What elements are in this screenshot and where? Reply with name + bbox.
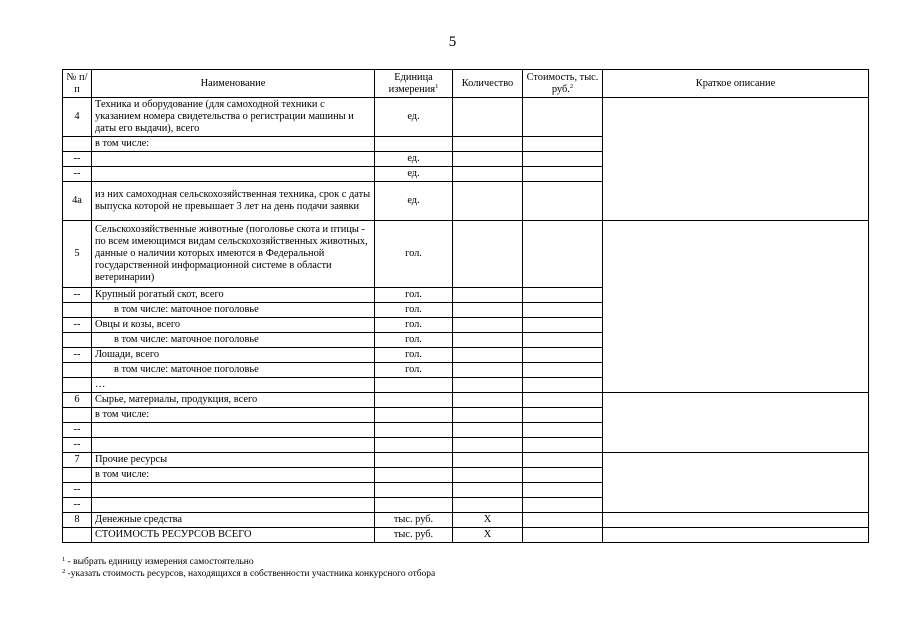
row-unit bbox=[375, 468, 453, 483]
row-num bbox=[63, 137, 92, 152]
row-unit bbox=[375, 378, 453, 393]
row-name: из них самоходная сельскохозяйственная техника, срок с даты выпуска которой не превышает 3 лет на день подачи заявки bbox=[92, 182, 375, 221]
row-name: Техника и оборудование (для самоходной техники с указанием номера свидетельства о регистрации машины и даты его выдачи), всего bbox=[92, 98, 375, 137]
row-name bbox=[92, 483, 375, 498]
row-name: Прочие ресурсы bbox=[92, 453, 375, 468]
row-num: -- bbox=[63, 483, 92, 498]
row-qty bbox=[453, 152, 523, 167]
row-cost bbox=[523, 303, 603, 318]
row-unit bbox=[375, 137, 453, 152]
row-num: -- bbox=[63, 318, 92, 333]
footnote-text: -указать стоимость ресурсов, находящихся в собственности участника конкурсного отбора bbox=[65, 569, 436, 579]
row-qty bbox=[453, 483, 523, 498]
row-unit: гол. bbox=[375, 303, 453, 318]
row-cost bbox=[523, 453, 603, 468]
table-header-row bbox=[63, 70, 869, 98]
row-name bbox=[92, 498, 375, 513]
row-cost bbox=[523, 182, 603, 221]
row-name: в том числе: bbox=[92, 468, 375, 483]
row-name: Овцы и козы, всего bbox=[92, 318, 375, 333]
row-unit: ед. bbox=[375, 167, 453, 182]
footnote-1 bbox=[62, 556, 435, 568]
table-row bbox=[63, 221, 869, 288]
row-num: 7 bbox=[63, 453, 92, 468]
row-qty bbox=[453, 423, 523, 438]
header-num: № п/п bbox=[63, 70, 92, 98]
row-name: в том числе: маточное поголовье bbox=[92, 333, 375, 348]
row-num: -- bbox=[63, 288, 92, 303]
row-name: Лошади, всего bbox=[92, 348, 375, 363]
row-num bbox=[63, 363, 92, 378]
row-qty bbox=[453, 363, 523, 378]
row-qty bbox=[453, 378, 523, 393]
row-num: -- bbox=[63, 438, 92, 453]
row-unit bbox=[375, 453, 453, 468]
table-row bbox=[63, 453, 869, 468]
footnote-text: - выбрать единицу измерения самостоятельно bbox=[65, 557, 254, 567]
row-unit: гол. bbox=[375, 333, 453, 348]
row-unit: тыс. руб. bbox=[375, 528, 453, 543]
row-num: -- bbox=[63, 348, 92, 363]
row-num: 6 bbox=[63, 393, 92, 408]
row-name bbox=[92, 423, 375, 438]
row-unit: гол. bbox=[375, 318, 453, 333]
row-unit bbox=[375, 393, 453, 408]
row-num: 8 bbox=[63, 513, 92, 528]
row-cost bbox=[523, 498, 603, 513]
row-name: в том числе: bbox=[92, 408, 375, 423]
row-cost bbox=[523, 438, 603, 453]
row-num bbox=[63, 303, 92, 318]
header-desc: Краткое описание bbox=[603, 70, 869, 98]
header-cost bbox=[523, 70, 603, 98]
row-num: -- bbox=[63, 498, 92, 513]
row-name: Крупный рогатый скот, всего bbox=[92, 288, 375, 303]
row-description bbox=[603, 98, 869, 221]
row-name: СТОИМОСТЬ РЕСУРСОВ ВСЕГО bbox=[92, 528, 375, 543]
row-cost bbox=[523, 152, 603, 167]
row-description bbox=[603, 453, 869, 513]
table-row bbox=[63, 98, 869, 137]
header-unit-footnote-mark: 1 bbox=[435, 82, 439, 90]
header-unit-label: Единица измерения bbox=[388, 71, 436, 95]
row-qty bbox=[453, 408, 523, 423]
row-qty bbox=[453, 333, 523, 348]
row-name: Сырье, материалы, продукция, всего bbox=[92, 393, 375, 408]
table-row bbox=[63, 513, 869, 528]
row-cost bbox=[523, 483, 603, 498]
row-num: -- bbox=[63, 152, 92, 167]
row-qty bbox=[453, 318, 523, 333]
row-num: -- bbox=[63, 423, 92, 438]
row-cost bbox=[523, 137, 603, 152]
row-name: в том числе: маточное поголовье bbox=[92, 303, 375, 318]
row-description bbox=[603, 393, 869, 453]
header-cost-label: Стоимость, тыс. руб. bbox=[526, 71, 599, 95]
row-name bbox=[92, 438, 375, 453]
row-cost bbox=[523, 468, 603, 483]
header-unit bbox=[375, 70, 453, 98]
row-num: -- bbox=[63, 167, 92, 182]
row-cost bbox=[523, 348, 603, 363]
row-qty bbox=[453, 348, 523, 363]
row-cost bbox=[523, 528, 603, 543]
row-cost bbox=[523, 221, 603, 288]
row-num bbox=[63, 333, 92, 348]
row-qty bbox=[453, 393, 523, 408]
page-number: 5 bbox=[448, 34, 457, 50]
row-num bbox=[63, 408, 92, 423]
row-qty: Х bbox=[453, 528, 523, 543]
footnotes bbox=[62, 556, 435, 580]
row-qty bbox=[453, 303, 523, 318]
table-row bbox=[63, 393, 869, 408]
row-qty bbox=[453, 182, 523, 221]
table-row bbox=[63, 528, 869, 543]
row-unit: гол. bbox=[375, 288, 453, 303]
row-num: 4 bbox=[63, 98, 92, 137]
row-cost bbox=[523, 167, 603, 182]
row-cost bbox=[523, 288, 603, 303]
row-unit bbox=[375, 483, 453, 498]
row-cost bbox=[523, 378, 603, 393]
row-cost bbox=[523, 423, 603, 438]
resources-table bbox=[62, 69, 869, 543]
row-description bbox=[603, 528, 869, 543]
row-cost bbox=[523, 363, 603, 378]
row-name: в том числе: маточное поголовье bbox=[92, 363, 375, 378]
row-qty bbox=[453, 137, 523, 152]
row-unit bbox=[375, 408, 453, 423]
row-qty bbox=[453, 167, 523, 182]
row-description bbox=[603, 513, 869, 528]
footnote-2 bbox=[62, 568, 435, 580]
row-qty bbox=[453, 453, 523, 468]
row-unit: тыс. руб. bbox=[375, 513, 453, 528]
row-name: Денежные средства bbox=[92, 513, 375, 528]
footnote-mark: 1 bbox=[62, 556, 66, 563]
row-num bbox=[63, 528, 92, 543]
row-qty: Х bbox=[453, 513, 523, 528]
row-qty bbox=[453, 498, 523, 513]
row-unit: гол. bbox=[375, 221, 453, 288]
row-cost bbox=[523, 318, 603, 333]
header-cost-footnote-mark: 2 bbox=[569, 82, 574, 90]
row-qty bbox=[453, 98, 523, 137]
footnote-mark: 2 bbox=[62, 568, 66, 575]
row-cost bbox=[523, 333, 603, 348]
row-unit: гол. bbox=[375, 348, 453, 363]
row-name: в том числе: bbox=[92, 137, 375, 152]
row-num: 5 bbox=[63, 221, 92, 288]
row-unit: ед. bbox=[375, 182, 453, 221]
row-name: … bbox=[92, 378, 375, 393]
row-cost bbox=[523, 513, 603, 528]
row-num bbox=[63, 378, 92, 393]
row-description bbox=[603, 221, 869, 393]
row-qty bbox=[453, 221, 523, 288]
row-cost bbox=[523, 408, 603, 423]
row-name bbox=[92, 167, 375, 182]
row-unit bbox=[375, 438, 453, 453]
row-cost bbox=[523, 98, 603, 137]
row-num: 4а bbox=[63, 182, 92, 221]
row-num bbox=[63, 468, 92, 483]
row-qty bbox=[453, 438, 523, 453]
row-name: Сельскохозяйственные животные (поголовье скота и птицы - по всем имеющимся видам сельскохозяйственных животных, данные о наличии которых имеются в Федеральной государственной информационной системе в области ветеринарии) bbox=[92, 221, 375, 288]
row-unit bbox=[375, 498, 453, 513]
row-qty bbox=[453, 288, 523, 303]
row-unit: ед. bbox=[375, 98, 453, 137]
header-name: Наименование bbox=[92, 70, 375, 98]
row-unit: гол. bbox=[375, 363, 453, 378]
row-cost bbox=[523, 393, 603, 408]
row-unit bbox=[375, 423, 453, 438]
header-qty: Количество bbox=[453, 70, 523, 98]
row-name bbox=[92, 152, 375, 167]
row-qty bbox=[453, 468, 523, 483]
row-unit: ед. bbox=[375, 152, 453, 167]
